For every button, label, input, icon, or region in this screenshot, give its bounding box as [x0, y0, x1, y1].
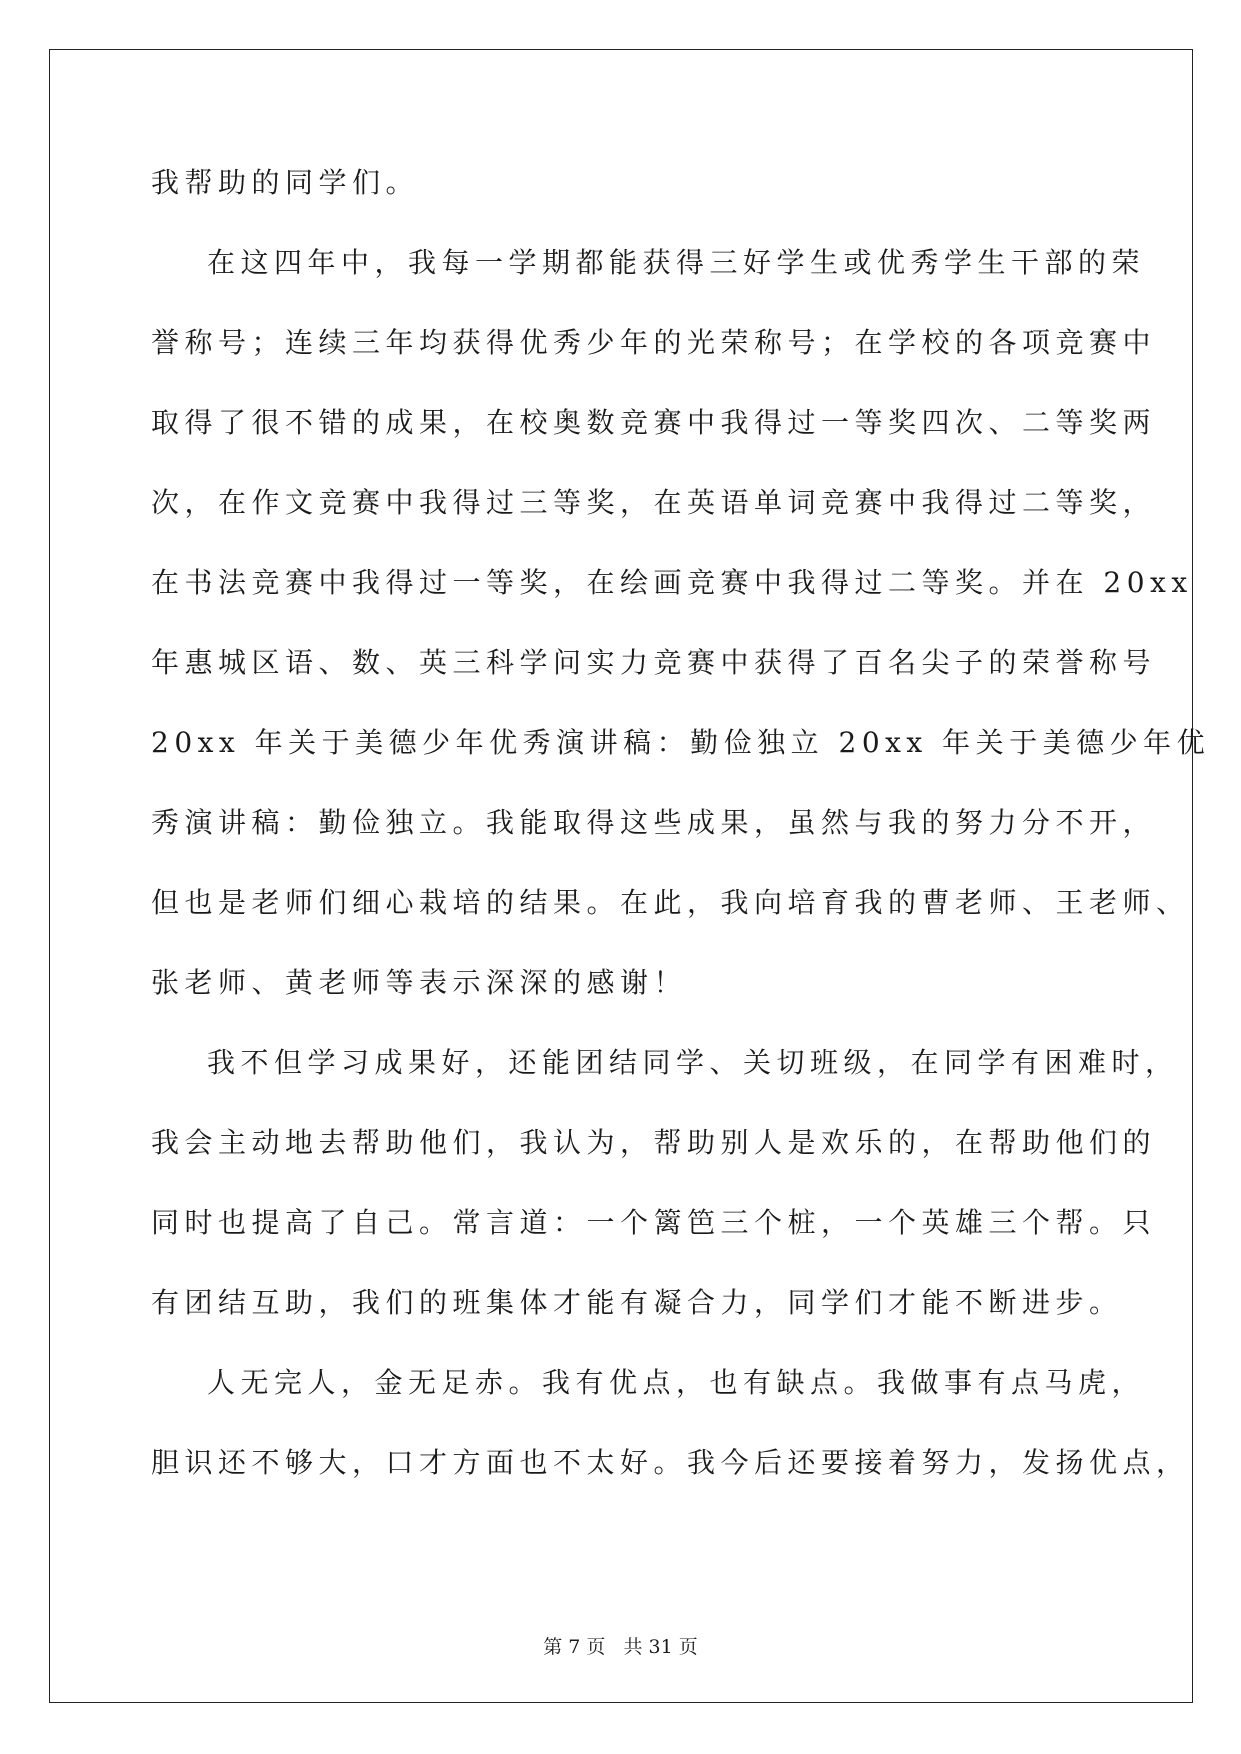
text-line: 我帮助的同学们。 — [151, 166, 420, 199]
text-line: 誉称号；连续三年均获得优秀少年的光荣称号；在学校的各项竞赛中 — [151, 326, 1157, 359]
text-line: 次，在作文竞赛中我得过三等奖，在英语单词竞赛中我得过二等奖， — [151, 486, 1157, 519]
text-line: 同时也提高了自己。常言道：一个篱笆三个桩，一个英雄三个帮。只 — [151, 1206, 1157, 1239]
text-line: 在书法竞赛中我得过一等奖，在绘画竞赛中我得过二等奖。并在 20xx — [151, 566, 1193, 599]
text-line: 20xx 年关于美德少年优秀演讲稿：勤俭独立 20xx 年关于美德少年优 — [151, 726, 1211, 759]
text-line: 人无完人，金无足赤。我有优点，也有缺点。我做事有点马虎， — [207, 1366, 1146, 1399]
page-number-footer: 第 7 页 共 31 页 — [543, 1636, 698, 1658]
text-line: 在这四年中，我每一学期都能获得三好学生或优秀学生干部的荣 — [207, 246, 1146, 279]
text-line: 我会主动地去帮助他们，我认为，帮助别人是欢乐的，在帮助他们的 — [151, 1126, 1157, 1159]
text-line: 但也是老师们细心栽培的结果。在此，我向培育我的曹老师、王老师、 — [151, 886, 1190, 919]
text-line: 我不但学习成果好，还能团结同学、关切班级，在同学有困难时， — [207, 1046, 1179, 1079]
text-line: 有团结互助，我们的班集体才能有凝合力，同学们才能不断进步。 — [151, 1286, 1123, 1319]
text-line: 秀演讲稿：勤俭独立。我能取得这些成果，虽然与我的努力分不开， — [151, 806, 1157, 839]
text-line: 张老师、黄老师等表示深深的感谢！ — [151, 966, 688, 999]
text-line: 取得了很不错的成果，在校奥数竞赛中我得过一等奖四次、二等奖两 — [151, 406, 1157, 439]
text-line: 年惠城区语、数、英三科学问实力竞赛中获得了百名尖子的荣誉称号 — [151, 646, 1157, 679]
text-line: 胆识还不够大，口才方面也不太好。我今后还要接着努力，发扬优点， — [151, 1446, 1190, 1479]
